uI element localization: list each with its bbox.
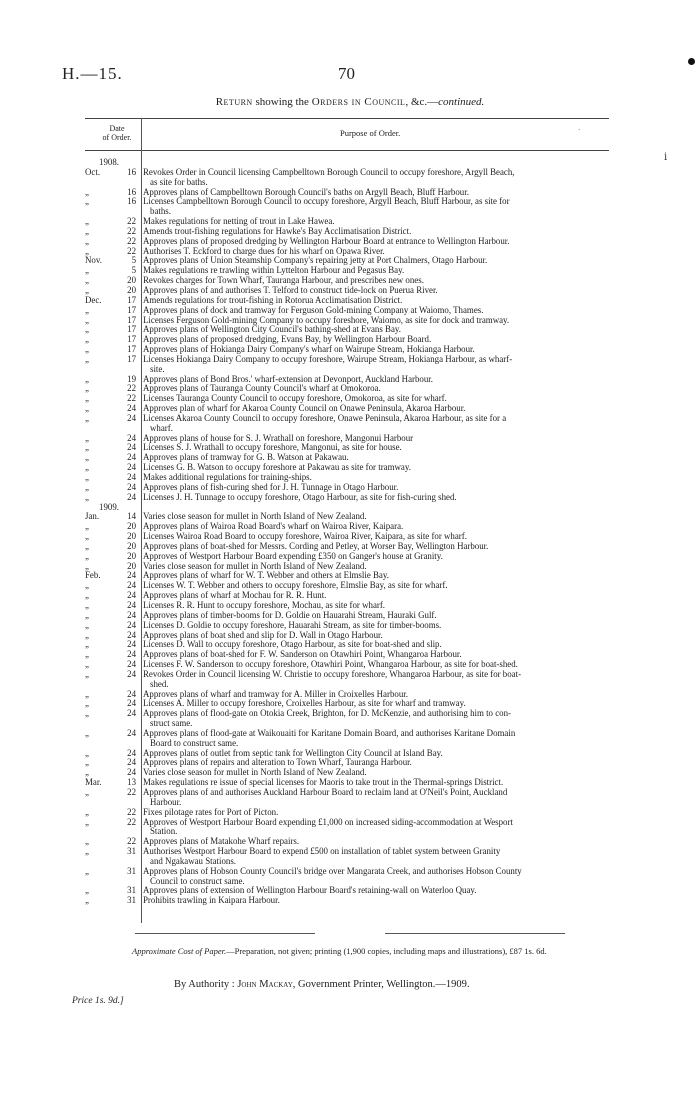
order-purpose-text: Licenses R. R. Hunt to occupy foreshore, Mochau, as site for wharf. (143, 599, 386, 610)
order-purpose-continuation: Board to construct same. (150, 737, 239, 748)
order-month: „ (85, 432, 89, 443)
order-month: „ (85, 521, 89, 532)
order-month: „ (85, 344, 89, 355)
order-row (85, 729, 610, 749)
order-day: 20 (127, 560, 136, 571)
order-purpose-text: Licenses F. W. Sanderson to occupy foreshore, Otawhiri Point, Whangaroa Harbour, as site for boat-shed. (143, 659, 518, 670)
price-note: Price 1s. 9d.] (72, 996, 124, 1006)
order-month: „ (85, 836, 89, 847)
order-purpose-continuation: as site for baths. (150, 176, 208, 187)
order-day: 16 (127, 186, 136, 197)
order-day: 22 (127, 245, 136, 256)
order-month: „ (85, 757, 89, 768)
order-month: „ (85, 885, 89, 896)
order-day: 24 (127, 619, 136, 630)
order-purpose-text: Approves plans of boat-shed for Messrs. Cording and Petley, at Worser Bay, Wellington Harbour. (143, 540, 489, 551)
order-row (85, 709, 610, 729)
order-day: 17 (127, 324, 136, 335)
order-purpose (141, 729, 610, 749)
order-month: „ (85, 639, 89, 650)
order-day: 24 (127, 747, 136, 758)
order-purpose-text: Licenses G. B. Watson to occupy foreshore at Pakawau as site for tramway. (143, 462, 411, 473)
order-purpose-text: Approves plans of boat-shed for F. W. Sanderson on Otawhiri Point, Whangaroa Harbour. (143, 649, 462, 660)
order-purpose-text: Approves of Westport Harbour Board expending £1,000 on increased siding-accommodation at Wesport (143, 816, 513, 827)
order-purpose-text: Authorises T. Eckford to charge dues for his wharf on Opawa River. (143, 245, 385, 256)
order-purpose-text: Approves plans of fish-curing shed for J. H. Tunnage in Otago Harbour. (143, 481, 399, 492)
order-month: „ (85, 895, 89, 906)
order-day: 22 (127, 225, 136, 236)
ink-dot (688, 58, 695, 65)
order-month: „ (85, 334, 89, 345)
order-purpose (141, 867, 610, 887)
order-month: Oct. (85, 166, 101, 177)
order-row (85, 168, 610, 188)
order-purpose-text: Approves plans of dock and tramway for Ferguson Gold-mining Company at Waiomo, Thames. (143, 304, 484, 315)
order-purpose (141, 355, 610, 375)
order-day: 24 (127, 570, 136, 581)
order-day: 31 (127, 885, 136, 896)
order-month: „ (85, 540, 89, 551)
header-rule (85, 150, 609, 151)
order-purpose-text: Approves plans of repairs and alteration to Town Wharf, Tauranga Harbour. (143, 757, 412, 768)
order-purpose-text: Revokes Order in Council licensing Campbelltown Borough Council to occupy foreshore, Argyll Beach, (143, 166, 515, 177)
order-purpose-text: Approves plans of proposed dredging by Wellington Harbour Board at entrance to Wellington Harbour. (143, 235, 510, 246)
order-purpose-text: Approves plans of outlet from septic tank for Wellington City Council at Island Bay. (143, 747, 443, 758)
order-month: „ (85, 698, 89, 709)
order-day: 24 (127, 481, 136, 492)
order-purpose (141, 493, 610, 503)
order-month: „ (85, 284, 89, 295)
order-day: 24 (127, 727, 136, 738)
order-purpose-text: Makes regulations re trawling within Lyttelton Harbour and Pegasus Bay. (143, 265, 405, 276)
order-day: 14 (127, 511, 136, 522)
order-day: 31 (127, 895, 136, 906)
order-purpose-text: Approves plans of Hokianga Dairy Company's wharf on Wairupe Stream, Hokianga Harbour. (143, 344, 475, 355)
order-month: „ (85, 412, 89, 423)
order-purpose-text: Licenses Ferguson Gold-mining Company to occupy foreshore, Waiomo, as site for dock and tramway. (143, 314, 510, 325)
order-row (85, 355, 610, 375)
order-purpose-text: Varies close season for mullet in North Island of New Zealand. (143, 511, 367, 522)
order-purpose-text: Licenses S. J. Wrathall to occupy foreshore, Mangonui, as site for house. (143, 442, 402, 453)
order-purpose (141, 818, 610, 838)
order-purpose-text: Varies close season for mullet in North Island of New Zealand. (143, 560, 367, 571)
order-purpose-continuation: wharf. (150, 422, 173, 433)
order-purpose-text: Varies close season for mullet in North Island of New Zealand. (143, 767, 367, 778)
order-month: „ (85, 668, 89, 679)
order-month: „ (85, 491, 89, 502)
order-month: „ (85, 452, 89, 463)
order-day: 24 (127, 472, 136, 482)
order-purpose-text: Licenses Akaroa County Council to occupy foreshore, Onawe Peninsula, Akaroa Harbour, as site for a (143, 412, 507, 423)
order-purpose-text: Approves plans of Matakohe Wharf repairs. (143, 836, 300, 847)
order-day: 20 (127, 275, 136, 286)
order-day: 22 (127, 836, 136, 847)
order-month: „ (85, 481, 89, 492)
order-day: 16 (127, 196, 136, 207)
year-heading: 1909. (99, 501, 119, 512)
order-month: „ (85, 225, 89, 236)
column-header-date-line2: of Order. (102, 133, 132, 142)
approximate-cost (132, 946, 547, 956)
order-purpose-text: Approves plans of flood-gate at Waikouaiti for Karitane Domain Board, and authorises Karitane Domain (143, 727, 516, 738)
caption-tail: , &c.— (405, 96, 439, 108)
order-purpose-text: Approves plans of and authorises Auckland Harbour Board to reclaim land at O'Neil's Point, Auckland (143, 787, 508, 797)
order-month: „ (85, 472, 89, 482)
order-purpose-text: Approves plans of extension of Wellington Harbour Board's retaining-wall on Waterloo Quay. (143, 885, 477, 896)
order-day: 24 (127, 629, 136, 640)
order-day: 16 (127, 166, 136, 177)
document-reference: H.—15. (62, 64, 123, 83)
order-purpose-text: Licenses A. Miller to occupy foreshore, Croixelles Harbour, as site for wharf and tramway. (143, 698, 466, 709)
order-month: „ (85, 383, 89, 394)
order-row (85, 414, 610, 434)
order-month: „ (85, 560, 89, 571)
order-month: „ (85, 550, 89, 561)
order-month: „ (85, 787, 89, 797)
order-purpose-continuation: Station. (150, 826, 178, 837)
order-row (85, 670, 610, 690)
order-day: 17 (127, 304, 136, 315)
order-month: „ (85, 846, 89, 857)
order-purpose-text: Approves plans of Campbelltown Borough Council's baths on Argyll Beach, Bluff Harbour. (143, 186, 469, 197)
order-month: „ (85, 216, 89, 227)
order-month: „ (85, 462, 89, 473)
page-number: 70 (338, 64, 355, 83)
order-day: 13 (127, 777, 136, 788)
order-purpose-text: Fixes pilotage rates for Port of Picton. (143, 806, 279, 817)
order-purpose-text: Licenses D. Goldie to occupy foreshore, Hauarahi Stream, as site for timber-booms. (143, 619, 442, 630)
order-purpose-continuation: struct same. (150, 718, 193, 729)
order-row (85, 818, 610, 838)
caption-lead: Return (215, 96, 253, 108)
order-purpose-text: Approves plans of wharf and tramway for A. Miller in Croixelles Harbour. (143, 688, 408, 699)
authority-line (174, 979, 470, 990)
order-purpose-text: Approves plans of wharf for W. T. Webber and others at Elmslie Bay. (143, 570, 389, 581)
order-purpose (141, 414, 610, 434)
order-month: Jan. (85, 511, 100, 522)
order-purpose-text: Makes additional regulations for training-ships. (143, 472, 312, 482)
order-purpose-text: Approves plans of Tauranga County Council's wharf at Omokoroa. (143, 383, 381, 394)
order-day: 19 (127, 373, 136, 384)
authority-prefix: By Authority : (174, 979, 238, 990)
order-day: 22 (127, 383, 136, 394)
margin-mark: ⅰ (664, 152, 668, 163)
authority-suffix: , Government Printer, Wellington.—1909. (292, 979, 470, 990)
order-day: 24 (127, 609, 136, 620)
order-month: „ (85, 275, 89, 286)
order-month: Mar. (85, 777, 102, 788)
order-purpose-continuation: shed. (150, 678, 169, 689)
order-day: 20 (127, 540, 136, 551)
order-day: 24 (127, 462, 136, 473)
order-day: 24 (127, 590, 136, 601)
order-purpose-continuation: site. (150, 363, 165, 374)
order-purpose (141, 168, 610, 188)
order-month: „ (85, 196, 89, 207)
order-day: 22 (127, 216, 136, 227)
table-top-rule (85, 118, 609, 119)
order-month: „ (85, 403, 89, 414)
order-day: 24 (127, 649, 136, 660)
order-month: „ (85, 265, 89, 276)
order-month: „ (85, 590, 89, 601)
approximate-cost-label: Approximate Cost of Paper. (132, 946, 227, 956)
printer-name: John Mackay (237, 979, 293, 990)
column-header-purpose: Purpose of Order. (340, 128, 401, 138)
order-purpose-text: Authorises Westport Harbour Board to expend £500 on installation of tablet system between Granity (143, 846, 501, 857)
order-day: 24 (127, 442, 136, 453)
order-month: „ (85, 747, 89, 758)
order-day: 5 (131, 265, 136, 276)
order-purpose-text: Amends trout-fishing regulations for Hawke's Bay Acclimatisation District. (143, 225, 412, 236)
order-month: „ (85, 865, 89, 876)
order-row (85, 493, 610, 503)
order-month: „ (85, 186, 89, 197)
order-day: 24 (127, 491, 136, 502)
order-month: Dec. (85, 294, 102, 305)
order-month: „ (85, 599, 89, 610)
order-purpose-text: Approves plans of tramway for G. B. Watson at Pakawau. (143, 452, 349, 463)
order-purpose-text: Licenses Tauranga County Council to occupy foreshore, Omokoroa, as site for wharf. (143, 393, 447, 404)
tick-mark: · (578, 126, 581, 134)
caption-rest: showing the (252, 96, 312, 108)
order-day: 20 (127, 531, 136, 542)
order-day: 22 (127, 816, 136, 827)
order-day: 24 (127, 639, 136, 650)
order-month: „ (85, 649, 89, 660)
order-day: 22 (127, 393, 136, 404)
column-header-date (95, 124, 139, 142)
order-purpose-text: Approves plans of wharf at Mochau for R. R. Hunt. (143, 590, 327, 601)
order-row (85, 788, 610, 808)
order-month: „ (85, 727, 89, 738)
order-month: „ (85, 688, 89, 699)
order-day: 24 (127, 708, 136, 719)
order-purpose-text: Approves of Westport Harbour Board expending £350 on Ganger's house at Granity. (143, 550, 443, 561)
footer-rule-right (385, 933, 565, 934)
order-purpose-text: Licenses J. H. Tunnage to occupy foreshore, Otago Harbour, as site for fish-curing shed. (143, 491, 457, 502)
order-month: „ (85, 629, 89, 640)
order-purpose-text: Makes regulations for netting of trout in Lake Hawea. (143, 216, 335, 227)
order-day: 20 (127, 550, 136, 561)
order-day: 17 (127, 353, 136, 364)
order-day: 24 (127, 668, 136, 679)
order-purpose-continuation: Council to construct same. (150, 875, 245, 886)
order-month: „ (85, 609, 89, 620)
order-month: „ (85, 708, 89, 719)
order-day: 20 (127, 521, 136, 532)
order-day: 17 (127, 344, 136, 355)
order-month: „ (85, 806, 89, 817)
order-purpose-continuation: Harbour. (150, 796, 182, 807)
order-purpose-text: Approves plans of Hobson County Council's bridge over Mangarata Creek, and authorises Hobson County (143, 865, 522, 876)
order-purpose (141, 847, 610, 867)
order-row (85, 197, 610, 217)
order-purpose-text: Licenses Campbelltown Borough Council to occupy foreshore, Argyll Beach, Bluff Harbour, as site for (143, 196, 510, 207)
order-purpose-text: Approves plans of timber-booms for D. Goldie on Hauarahi Stream, Hauraki Gulf. (143, 609, 437, 620)
caption-orders: Orders in Council (311, 96, 406, 108)
order-month: „ (85, 442, 89, 453)
order-purpose-text: Prohibits trawling in Kaipara Harbour. (143, 895, 280, 906)
order-purpose-continuation: and Ngakawau Stations. (150, 855, 237, 866)
order-purpose (141, 670, 610, 690)
orders-list (85, 158, 610, 906)
order-purpose-text: Approves plans of Bond Bros.' wharf-extension at Devonport, Auckland Harbour. (143, 373, 433, 384)
order-purpose (141, 197, 610, 217)
column-header-date-line1: Date (109, 124, 125, 133)
order-row (85, 847, 610, 867)
order-day: 22 (127, 235, 136, 246)
order-purpose-text: Approves plans of boat shed and slip for D. Wall in Otago Harbour. (143, 629, 383, 640)
order-purpose-text: Approves plans of and authorises T. Telford to construct tide-lock on Puerua River. (143, 284, 438, 295)
order-purpose (141, 709, 610, 729)
order-month: „ (85, 659, 89, 670)
order-month: „ (85, 619, 89, 630)
order-day: 17 (127, 294, 136, 305)
order-day: 17 (127, 334, 136, 345)
order-day: 5 (131, 255, 136, 266)
order-month: „ (85, 767, 89, 778)
order-purpose-continuation: baths. (150, 206, 171, 217)
order-day: 24 (127, 432, 136, 443)
order-purpose-text: Makes regulations re issue of special licenses for Maoris to take trout in the Thermal-springs District. (143, 777, 504, 788)
order-row (85, 896, 610, 906)
order-day: 17 (127, 314, 136, 325)
order-day: 24 (127, 580, 136, 591)
order-purpose-text: Approves plans of Wellington City Council's bathing-shed at Evans Bay. (143, 324, 401, 335)
order-day: 20 (127, 284, 136, 295)
order-day: 31 (127, 846, 136, 857)
order-month: „ (85, 245, 89, 256)
order-day: 24 (127, 659, 136, 670)
order-day: 22 (127, 787, 136, 797)
order-purpose-text: Amends regulations for trout-fishing in Rotorua Acclimatisation District. (143, 294, 403, 305)
approximate-cost-text: —Preparation, not given; printing (1,900 copies, including maps and illustrations), £87 1s. 6d. (226, 946, 547, 956)
order-month: „ (85, 304, 89, 315)
order-month: „ (85, 235, 89, 246)
order-purpose-text: Approves plans of Union Steamship Company's repairing jetty at Port Chalmers, Otago Harbour. (143, 255, 488, 266)
order-month: „ (85, 816, 89, 827)
order-day: 31 (127, 865, 136, 876)
table-caption (0, 96, 700, 108)
order-purpose-text: Approves plans of Wairoa Road Board's wharf on Wairoa River, Kaipara. (143, 521, 404, 532)
order-purpose-text: Licenses W. T. Webber and others to occupy foreshore, Elmslie Bay, as site for wharf. (143, 580, 448, 591)
order-purpose-text: Approves plans of flood-gate on Otokia Creek, Brighton, for D. McKenzie, and authorising him to con- (143, 708, 511, 719)
order-day: 24 (127, 757, 136, 768)
order-day: 24 (127, 412, 136, 423)
order-purpose-text: Approves plans of house for S. J. Wrathall on foreshore, Mangonui Harbour (143, 432, 414, 443)
order-day: 24 (127, 403, 136, 414)
order-purpose-text: Licenses D. Wall to occupy foreshore, Otago Harbour, as site for boat-shed and slip. (143, 639, 442, 650)
order-purpose-text: Revokes charges for Town Wharf, Tauranga Harbour, and prescribes new ones. (143, 275, 424, 286)
order-purpose-text: Licenses Wairoa Road Board to occupy foreshore, Wairoa River, Kaipara, as site for wharf. (143, 531, 467, 542)
order-month: „ (85, 324, 89, 335)
order-month: Feb. (85, 570, 101, 581)
order-day: 24 (127, 688, 136, 699)
order-day: 22 (127, 806, 136, 817)
order-day: 24 (127, 452, 136, 463)
order-row (85, 867, 610, 887)
order-month: „ (85, 314, 89, 325)
order-purpose-text: Licenses Hokianga Dairy Company to occupy foreshore, Wairupe Stream, Hokianga Harbour, as wharf- (143, 353, 513, 364)
order-day: 24 (127, 698, 136, 709)
order-month: „ (85, 373, 89, 384)
order-purpose-text: Approves plans of proposed dredging, Evans Bay, by Wellington Harbour Board. (143, 334, 432, 345)
caption-continued: continued. (438, 96, 485, 108)
order-day: 24 (127, 767, 136, 778)
order-purpose (141, 896, 610, 906)
order-day: 24 (127, 599, 136, 610)
order-month: Nov. (85, 255, 102, 266)
order-month: „ (85, 353, 89, 364)
order-month: „ (85, 580, 89, 591)
footer-rule-left (135, 933, 315, 934)
year-heading: 1908. (99, 157, 119, 167)
order-purpose (141, 788, 610, 808)
order-purpose-text: Approves plan of wharf for Akaroa County Council on Onawe Peninsula, Akaroa Harbour. (143, 403, 466, 414)
order-month: „ (85, 393, 89, 404)
order-purpose-text: Revokes Order in Council licensing W. Christie to occupy foreshore, Whangaroa Harbour, as site for boat- (143, 668, 522, 679)
order-month: „ (85, 531, 89, 542)
